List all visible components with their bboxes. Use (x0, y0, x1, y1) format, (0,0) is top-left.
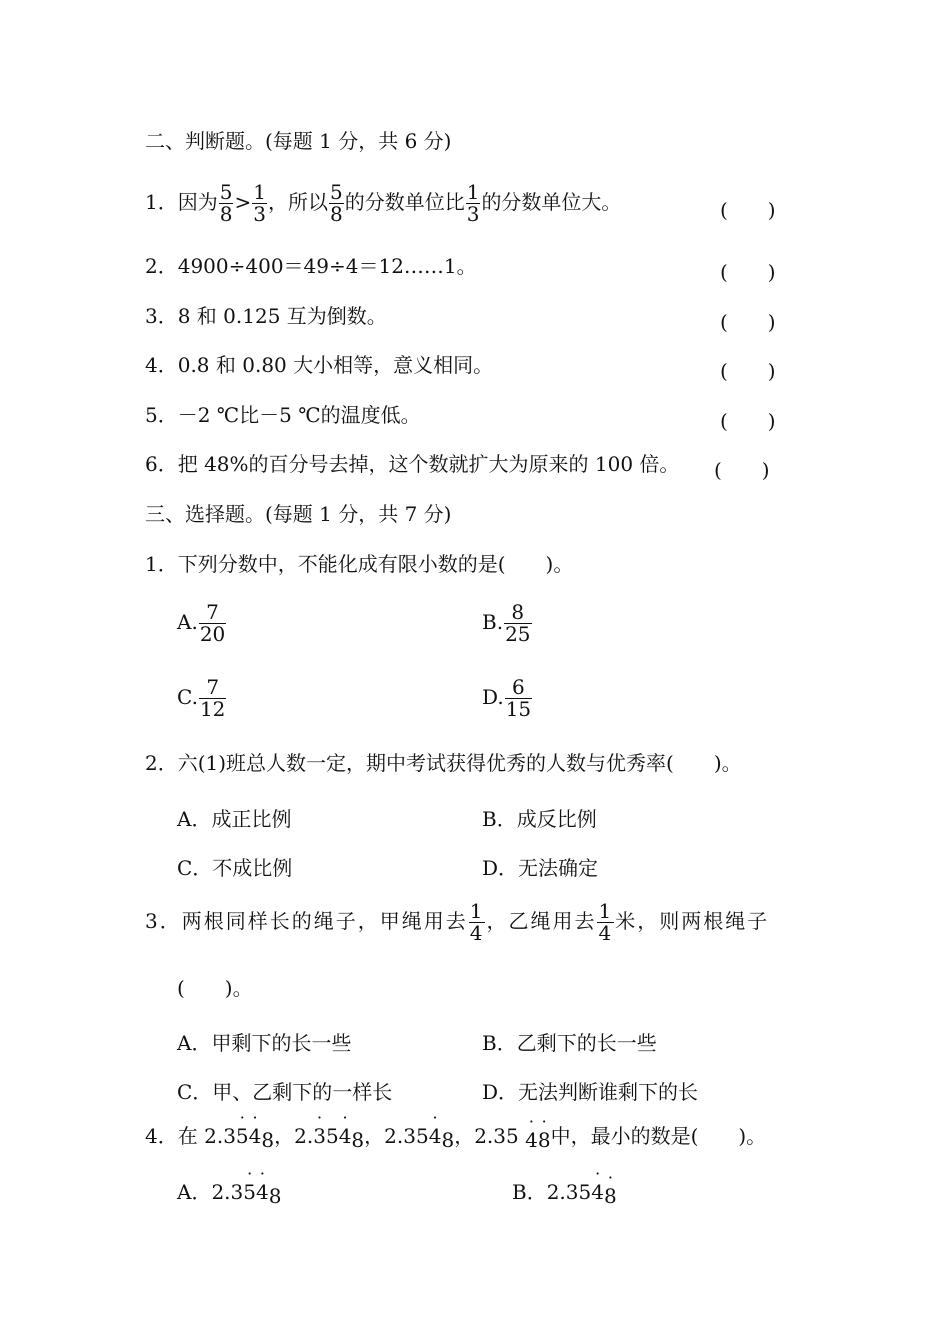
digit: 8 (261, 1128, 275, 1152)
numerator: 1 (469, 899, 485, 923)
digit: 5 (325, 1124, 339, 1148)
denominator: 15 (505, 697, 532, 721)
digit: 8 (441, 1128, 455, 1152)
digit: 3 (565, 1180, 579, 1204)
denominator: 3 (253, 202, 266, 226)
answer-blank[interactable]: ( ) (720, 310, 776, 334)
fraction (199, 602, 226, 645)
option-label: C. (177, 685, 198, 709)
decimal-number (384, 1124, 455, 1152)
digit-dotted: · 4 (256, 1180, 269, 1204)
numerator: 7 (206, 600, 219, 624)
judge-item-4: 4．0.8 和 0.80 大小相等，意义相同。 (145, 353, 494, 377)
denominator: 20 (199, 622, 226, 646)
q-text: 中，最小的数是( )。 (550, 1124, 767, 1148)
option-label: A. (177, 610, 198, 634)
digit: 2. (211, 1180, 231, 1204)
option-d[interactable]: D．无法确定 (482, 856, 599, 880)
fraction (504, 602, 531, 645)
numerator: 5 (329, 180, 343, 204)
gt-symbol: > (234, 190, 252, 214)
answer-blank[interactable]: ( ) (720, 260, 776, 284)
denominator: 8 (329, 202, 343, 226)
digit-dotted: · 4 (525, 1130, 538, 1150)
option-label: B. (482, 610, 504, 634)
digit: 3 (403, 1124, 416, 1148)
digit: 8 (268, 1184, 282, 1208)
q-text: 米，则两根绳子 (615, 909, 770, 933)
judge-item-6: 6．把 48%的百分号去掉，这个数就扩大为原来的 100 倍。 (145, 452, 680, 476)
option-label: B． (512, 1180, 547, 1204)
numerator: 8 (511, 600, 525, 624)
q-text: ， (454, 1124, 475, 1148)
denominator: 25 (505, 622, 531, 646)
denominator: 4 (469, 921, 485, 945)
section3-title: 三、选择题。(每题 1 分，共 7 分) (145, 502, 452, 526)
choice-q3-stem (145, 901, 769, 944)
q-text: ，所以 (267, 190, 328, 214)
option-d[interactable]: D．无法判断谁剩下的长 (482, 1080, 699, 1104)
option-label: A． (177, 1180, 212, 1204)
denominator: 12 (199, 697, 226, 721)
option-a[interactable] (177, 602, 227, 645)
numerator: 6 (512, 675, 525, 699)
option-b[interactable] (512, 1176, 617, 1208)
digit: 5 (578, 1180, 592, 1204)
digit: 2. (204, 1124, 224, 1148)
decimal-number (474, 1124, 551, 1152)
q-text: 4．在 (145, 1124, 205, 1148)
option-b[interactable]: B．乙剩下的长一些 (482, 1031, 657, 1055)
numerator: 7 (206, 675, 220, 699)
judge-item-2: 2．4900÷400＝49÷4＝12……1。 (145, 254, 477, 278)
fraction (505, 677, 532, 720)
digit: 2. (474, 1124, 494, 1148)
digit: 2. (384, 1124, 404, 1148)
digit-dotted: · 4 (339, 1126, 352, 1146)
option-a[interactable] (177, 1176, 282, 1208)
fraction (329, 182, 344, 225)
denominator: 8 (219, 202, 233, 226)
fraction (597, 901, 614, 944)
fraction (469, 901, 486, 944)
q-text: 的分数单位大。 (481, 190, 622, 214)
option-a[interactable]: A．成正比例 (177, 807, 292, 831)
numerator: 1 (466, 180, 480, 204)
option-c[interactable]: C．甲、乙剩下的一样长 (177, 1080, 393, 1104)
answer-blank[interactable]: ( ) (714, 458, 770, 482)
fraction (466, 182, 481, 225)
digit: 5 (415, 1124, 429, 1148)
digit: 3 (230, 1180, 244, 1204)
digit-dotted: · 3 (313, 1126, 326, 1146)
denominator: 4 (598, 921, 614, 945)
answer-blank[interactable]: ( ) (720, 409, 776, 433)
fraction (252, 182, 267, 225)
choice-q3-blank[interactable]: ( )。 (177, 976, 253, 1000)
q-text: 因为 (177, 190, 218, 214)
option-c[interactable] (177, 677, 227, 720)
q-text: ， (364, 1124, 385, 1148)
option-b[interactable]: B．成反比例 (482, 807, 597, 831)
numerator: 1 (598, 899, 614, 923)
digit: 2. (294, 1124, 314, 1148)
digit-dotted: · 4 (249, 1126, 262, 1146)
denominator: 3 (466, 202, 480, 226)
digit: 8 (351, 1128, 365, 1152)
option-c[interactable]: C．不成比例 (177, 856, 293, 880)
digit-dotted: · 4 (429, 1126, 442, 1146)
decimal-number (294, 1124, 365, 1152)
q-text: ，乙绳用去 (486, 909, 597, 933)
digit-dotted: · 4 (591, 1180, 604, 1204)
section2-title: 二、判断题。(每题 1 分，共 6 分) (145, 129, 452, 153)
digit: 5 (506, 1124, 519, 1148)
q-text: 1． (145, 190, 178, 214)
q-text: 的分数单位比 (344, 190, 465, 214)
answer-blank[interactable]: ( ) (720, 198, 776, 222)
choice-q2-stem: 2．六(1)班总人数一定，期中考试获得优秀的人数与优秀率( )。 (145, 751, 742, 775)
fraction (219, 182, 234, 225)
digit: 3 (493, 1124, 507, 1148)
digit-dotted: · 8 (604, 1184, 617, 1208)
digit-dotted: · 8 (538, 1130, 551, 1150)
judge-item-3: 3．8 和 0.125 互为倒数。 (145, 304, 387, 328)
fraction (199, 677, 226, 720)
answer-blank[interactable]: ( ) (720, 359, 776, 383)
digit: 3 (223, 1124, 236, 1148)
option-d[interactable] (482, 677, 533, 720)
q-text: ， (274, 1124, 295, 1148)
choice-q4-stem (145, 1124, 767, 1152)
option-b[interactable] (482, 602, 533, 645)
judge-item-1 (145, 182, 621, 225)
numerator: 5 (219, 180, 233, 204)
q-text: 3．两根同样长的绳子，甲绳用去 (145, 909, 468, 933)
digit-dotted: · 5 (236, 1126, 249, 1146)
option-label: D. (482, 685, 504, 709)
decimal-number (204, 1124, 275, 1152)
judge-item-5: 5．－2 ℃比－5 ℃的温度低。 (145, 403, 421, 427)
digit: 2. (546, 1180, 566, 1204)
numerator: 1 (253, 180, 266, 204)
option-a[interactable]: A．甲剩下的长一些 (177, 1031, 352, 1055)
choice-q1-stem: 1．下列分数中，不能化成有限小数的是( )。 (145, 552, 574, 576)
digit-dotted: · 5 (243, 1180, 256, 1204)
